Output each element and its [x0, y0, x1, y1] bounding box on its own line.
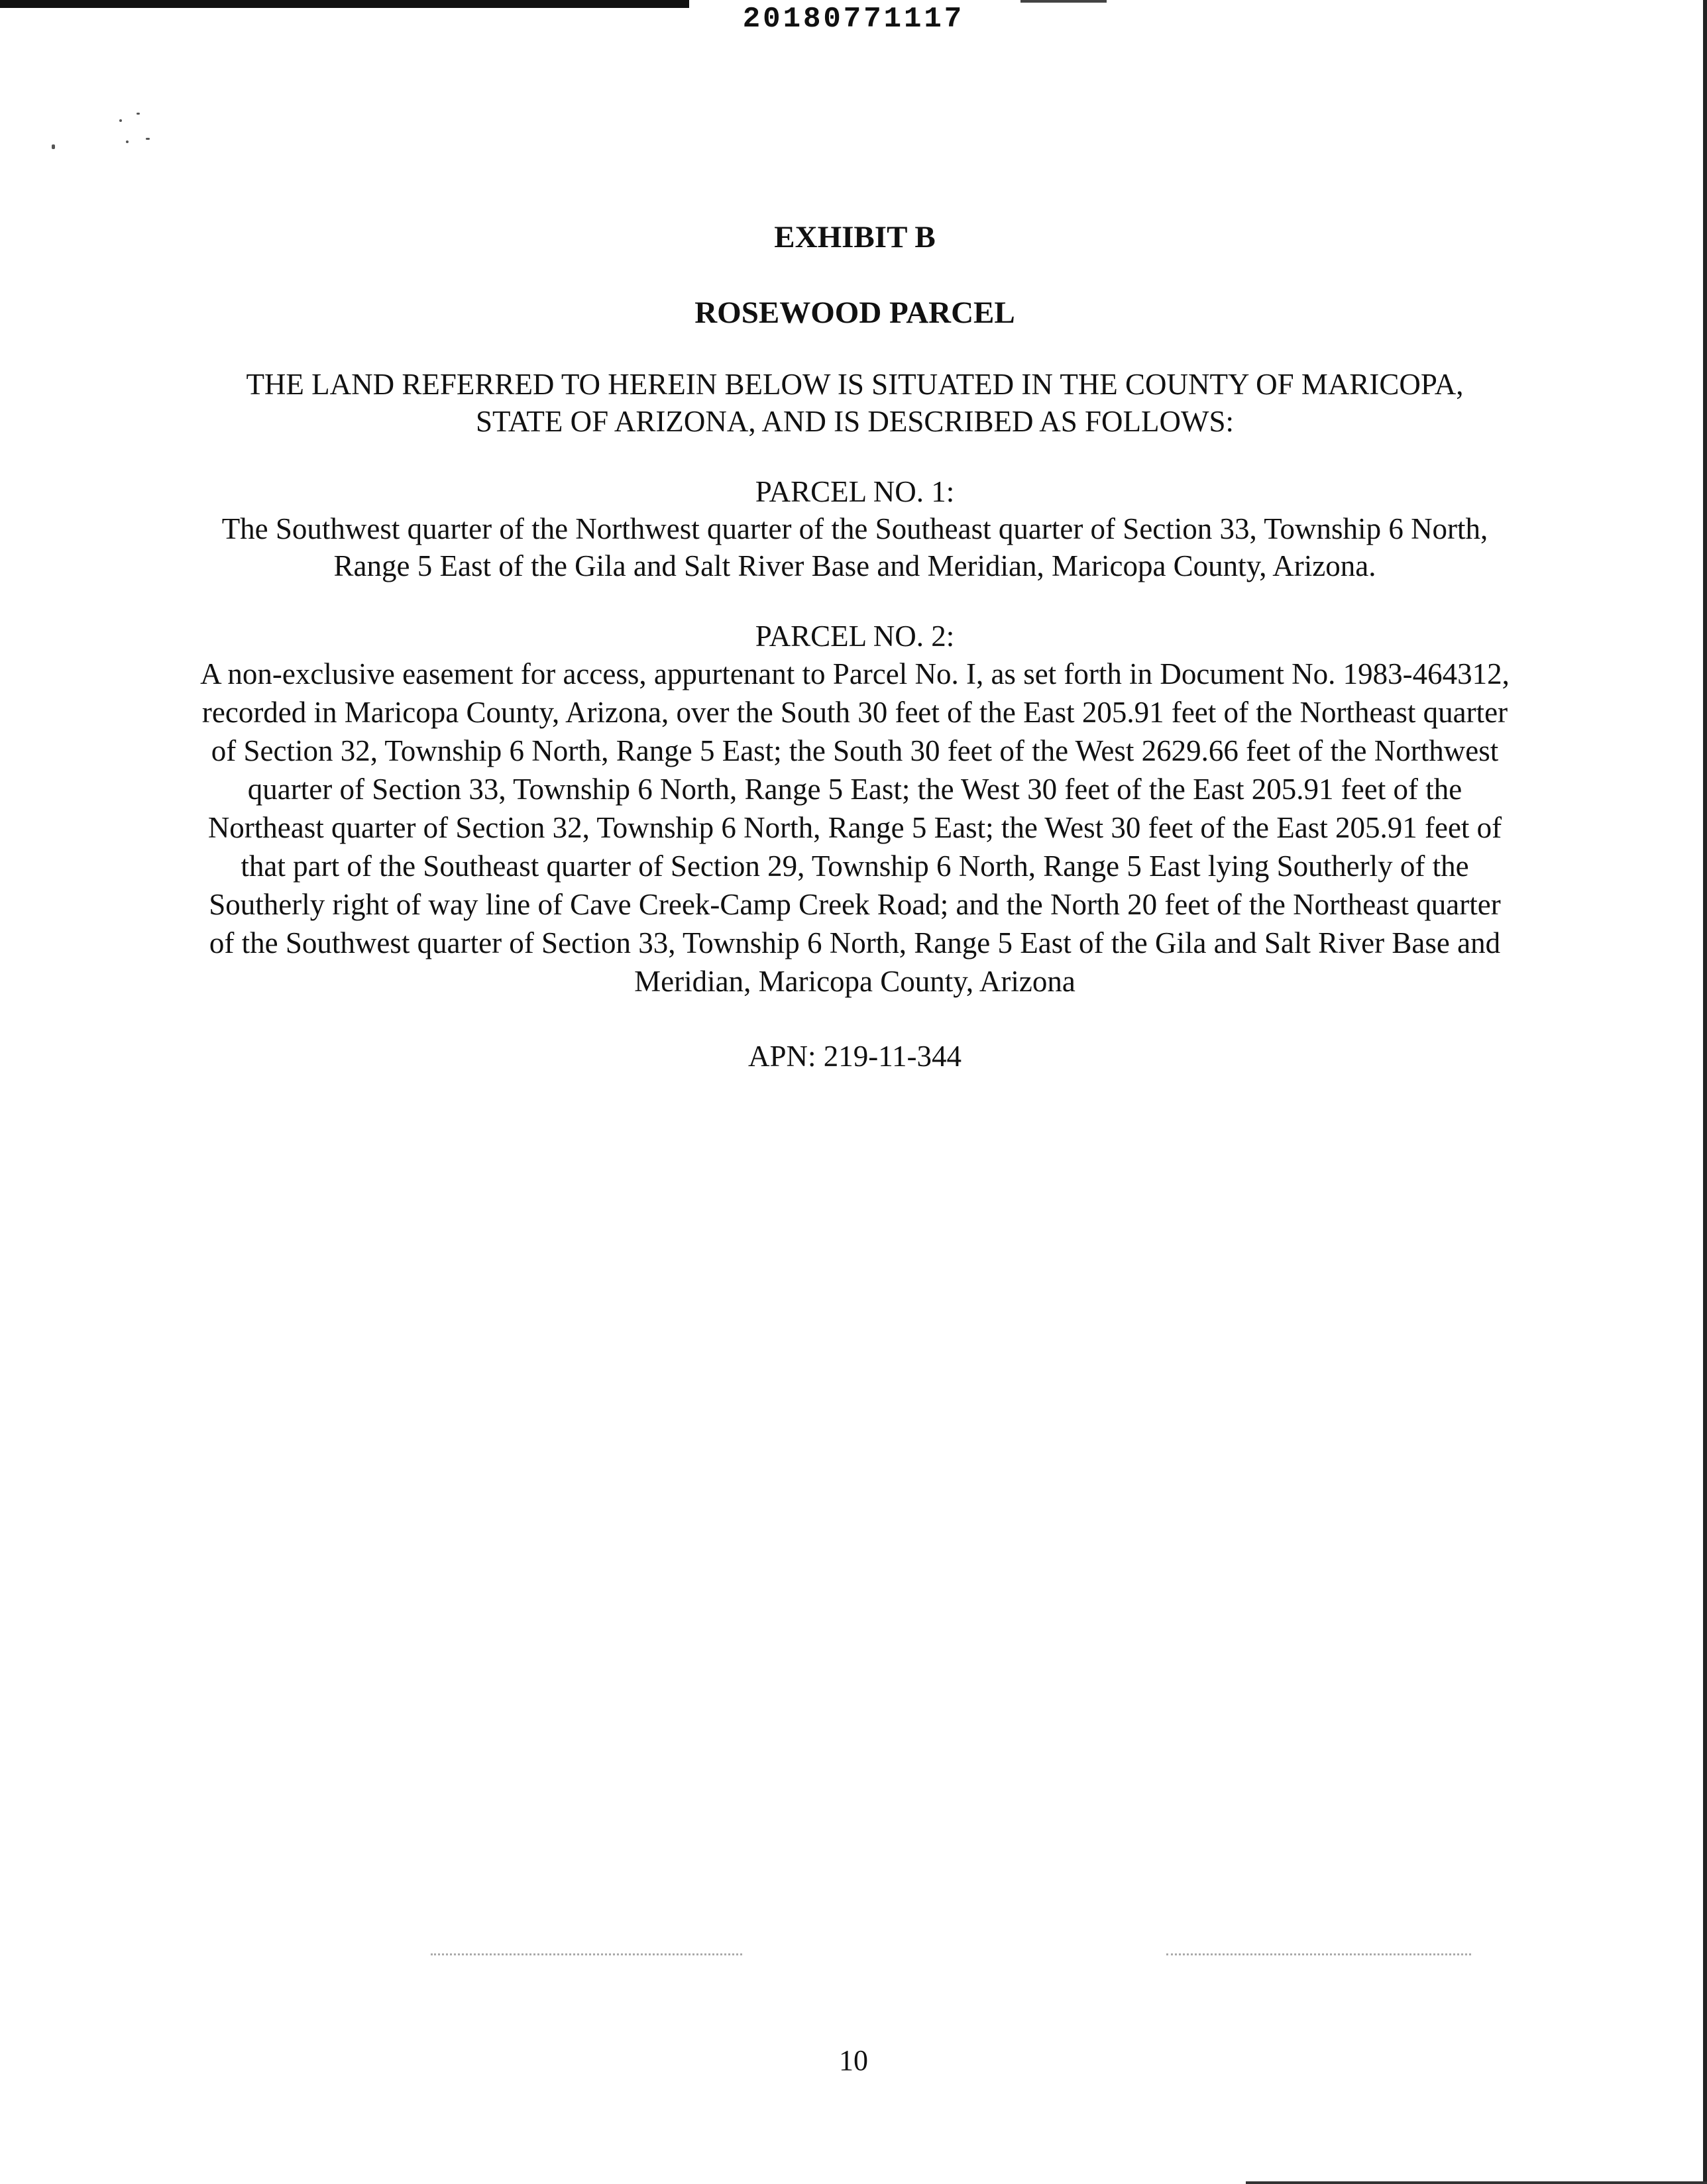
- scan-noise-left: [431, 1953, 742, 1958]
- parcel-2-description: A non-exclusive easement for access, appurtenant to Parcel No. I, as set forth in Document No. 1983-464312, recorded in Maricopa County, Arizona, over the South 30 feet of the East 205.91 feet of the Northeast quarter of Section 32, Township 6 North, Range 5 East; the South 30 feet of the West 2629.66 feet of the Northwest quarter of Section 33, Township 6 North, Range 5 East; the West 30 feet of the East 205.91 feet of the Northeast quarter of Section 32, Township 6 North, Range 5 East; the West 30 feet of the East 205.91 feet of that part of the Southeast quarter of Section 29, Township 6 North, Range 5 East lying Southerly of the Southerly right of way line of Cave Creek-Camp Creek Road; and the North 20 feet of the Northeast quarter of the Southwest quarter of Section 33, Township 6 North, Range 5 East of the Gila and Salt River Base and Meridian, Maricopa County, Arizona: [200, 657, 1510, 998]
- apn-number: APN: 219-11-344: [747, 1040, 962, 1073]
- scan-specks: [46, 113, 166, 166]
- parcel-2-heading: PARCEL NO. 2:: [755, 620, 955, 653]
- intro-paragraph: THE LAND REFERRED TO HEREIN BELOW IS SITUATED IN THE COUNTY OF MARICOPA, STATE OF ARIZONA, AND IS DESCRIBED AS FOLLOWS:: [246, 368, 1464, 438]
- recording-number: 20180771117: [742, 3, 965, 36]
- scan-edge-right: [1703, 0, 1707, 2184]
- scan-edge-bottom: [1246, 2181, 1707, 2184]
- exhibit-content: [192, 219, 1517, 1075]
- page-number: 10: [839, 2044, 868, 2077]
- parcel-1-description: The Southwest quarter of the Northwest quarter of the Southeast quarter of Section 33, Township 6 North, Range 5 East of the Gila and Salt River Base and Meridian, Maricopa County, Arizona.: [221, 512, 1488, 582]
- scan-noise-right: [1166, 1953, 1471, 1958]
- parcel-title: ROSEWOOD PARCEL: [694, 296, 1015, 330]
- exhibit-title: EXHIBIT B: [774, 220, 936, 254]
- parcel-1-heading: PARCEL NO. 1:: [755, 475, 955, 508]
